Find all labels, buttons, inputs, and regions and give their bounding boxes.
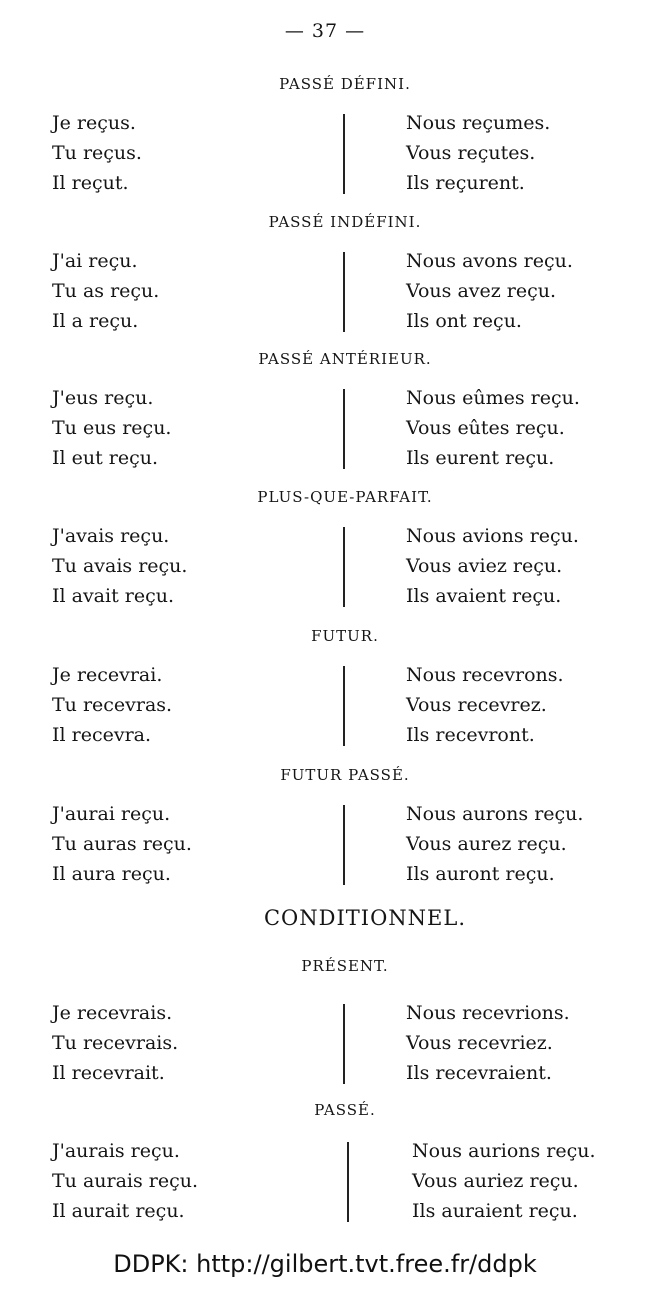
conjugation-section-futur xyxy=(0,624,650,750)
column-divider xyxy=(347,1142,349,1222)
conjugation-line: Tu as reçu. xyxy=(52,280,160,302)
conjugation-line: Vous recevrez. xyxy=(406,694,547,716)
singular-column xyxy=(52,998,178,1088)
column-divider xyxy=(343,114,345,194)
conjugation-table xyxy=(0,521,650,611)
column-divider xyxy=(343,666,345,746)
source-watermark: DDPK: http://gilbert.tvt.free.fr/ddpk xyxy=(113,1250,537,1278)
conjugation-section-conditionnel-present xyxy=(0,954,650,1088)
column-divider xyxy=(343,1004,345,1084)
section-title: PASSÉ DÉFINI. xyxy=(279,75,411,93)
conjugation-line: Vous reçutes. xyxy=(406,142,536,164)
plural-column xyxy=(412,1136,596,1226)
conjugation-table xyxy=(0,998,650,1088)
singular-column xyxy=(52,1136,198,1226)
conjugation-line: J'aurai reçu. xyxy=(52,803,171,825)
conjugation-line: Nous avons reçu. xyxy=(406,250,573,272)
conjugation-section-conditionnel-passe xyxy=(0,1098,650,1226)
plural-column xyxy=(406,998,570,1088)
plural-column xyxy=(406,246,573,336)
mood-title: CONDITIONNEL. xyxy=(263,906,466,930)
plural-column xyxy=(406,108,550,198)
singular-column xyxy=(52,521,187,611)
conjugation-section-futur-passe xyxy=(0,763,650,889)
conjugation-line: Nous reçumes. xyxy=(406,112,551,134)
section-title: PASSÉ ANTÉRIEUR. xyxy=(258,350,432,368)
conjugation-table xyxy=(0,108,650,198)
plural-column xyxy=(406,521,579,611)
conjugation-line: Je recevrais. xyxy=(52,1002,173,1024)
conjugation-line: Il reçut. xyxy=(52,172,129,194)
singular-column xyxy=(52,799,192,889)
conjugation-table xyxy=(0,1136,650,1226)
conjugation-line: Nous eûmes reçu. xyxy=(406,387,580,409)
conjugation-line: Vous eûtes reçu. xyxy=(406,417,565,439)
plural-column xyxy=(406,799,583,889)
conjugation-line: Tu auras reçu. xyxy=(52,833,192,855)
conjugation-line: Nous recevrions. xyxy=(406,1002,570,1024)
conjugation-table xyxy=(0,246,650,336)
conjugation-line: Il eut reçu. xyxy=(52,447,159,469)
section-title: PLUS-QUE-PARFAIT. xyxy=(257,488,433,506)
conjugation-line: Nous avions reçu. xyxy=(406,525,579,547)
plural-column xyxy=(406,383,580,473)
conjugation-line: Tu reçus. xyxy=(52,142,142,164)
conjugation-table xyxy=(0,799,650,889)
conjugation-line: Ils eurent reçu. xyxy=(406,447,555,469)
plural-column xyxy=(406,660,564,750)
conjugation-line: Tu avais reçu. xyxy=(52,555,188,577)
conjugation-line: Je reçus. xyxy=(52,112,136,134)
conjugation-line: Ils auraient reçu. xyxy=(412,1200,578,1222)
conjugation-line: Ils ont reçu. xyxy=(406,310,522,332)
conjugation-line: Vous recevriez. xyxy=(406,1032,553,1054)
conjugation-line: Il a reçu. xyxy=(52,310,139,332)
conjugation-line: Tu recevrais. xyxy=(52,1032,179,1054)
singular-column xyxy=(52,246,159,336)
conjugation-section-passe-defini xyxy=(0,72,650,198)
conjugation-line: Nous aurions reçu. xyxy=(412,1140,596,1162)
section-title: PRÉSENT. xyxy=(301,957,389,975)
conjugation-line: Ils avaient reçu. xyxy=(406,585,562,607)
section-title: FUTUR. xyxy=(311,627,379,645)
conjugation-line: Il aurait reçu. xyxy=(52,1200,185,1222)
conjugation-line: Vous auriez reçu. xyxy=(412,1170,579,1192)
conjugation-line: Il avait reçu. xyxy=(52,585,175,607)
section-title: FUTUR PASSÉ. xyxy=(280,766,410,784)
page-number: — 37 — xyxy=(284,20,366,42)
section-title: PASSÉ. xyxy=(314,1101,376,1119)
column-divider xyxy=(343,252,345,332)
conjugation-line: J'avais reçu. xyxy=(52,525,170,547)
conjugation-table xyxy=(0,383,650,473)
conjugation-line: Tu eus reçu. xyxy=(52,417,172,439)
conjugation-line: Il aura reçu. xyxy=(52,863,171,885)
section-title: PASSÉ INDÉFINI. xyxy=(268,213,422,231)
conjugation-line: J'eus reçu. xyxy=(52,387,154,409)
conjugation-line: J'aurais reçu. xyxy=(52,1140,180,1162)
conjugation-line: Il recevra. xyxy=(52,724,152,746)
conjugation-line: Il recevrait. xyxy=(52,1062,165,1084)
conjugation-line: J'ai reçu. xyxy=(52,250,138,272)
conjugation-line: Vous aurez reçu. xyxy=(406,833,567,855)
conjugation-line: Ils auront reçu. xyxy=(406,863,555,885)
conjugation-table xyxy=(0,660,650,750)
singular-column xyxy=(52,108,142,198)
singular-column xyxy=(52,383,171,473)
column-divider xyxy=(343,527,345,607)
conjugation-line: Vous aviez reçu. xyxy=(406,555,563,577)
conjugation-section-passe-indefini xyxy=(0,210,650,336)
conjugation-line: Ils recevront. xyxy=(406,724,535,746)
conjugation-line: Tu aurais reçu. xyxy=(52,1170,199,1192)
conjugation-section-plus-que-parfait xyxy=(0,485,650,611)
conjugation-line: Tu recevras. xyxy=(52,694,173,716)
conjugation-line: Nous recevrons. xyxy=(406,664,564,686)
conjugation-line: Je recevrai. xyxy=(52,664,163,686)
column-divider xyxy=(343,389,345,469)
conjugation-line: Vous avez reçu. xyxy=(406,280,557,302)
conjugation-line: Ils reçurent. xyxy=(406,172,525,194)
conjugation-line: Ils recevraient. xyxy=(406,1062,552,1084)
column-divider xyxy=(343,805,345,885)
conjugation-line: Nous aurons reçu. xyxy=(406,803,584,825)
conjugation-section-passe-anterieur xyxy=(0,347,650,473)
singular-column xyxy=(52,660,172,750)
